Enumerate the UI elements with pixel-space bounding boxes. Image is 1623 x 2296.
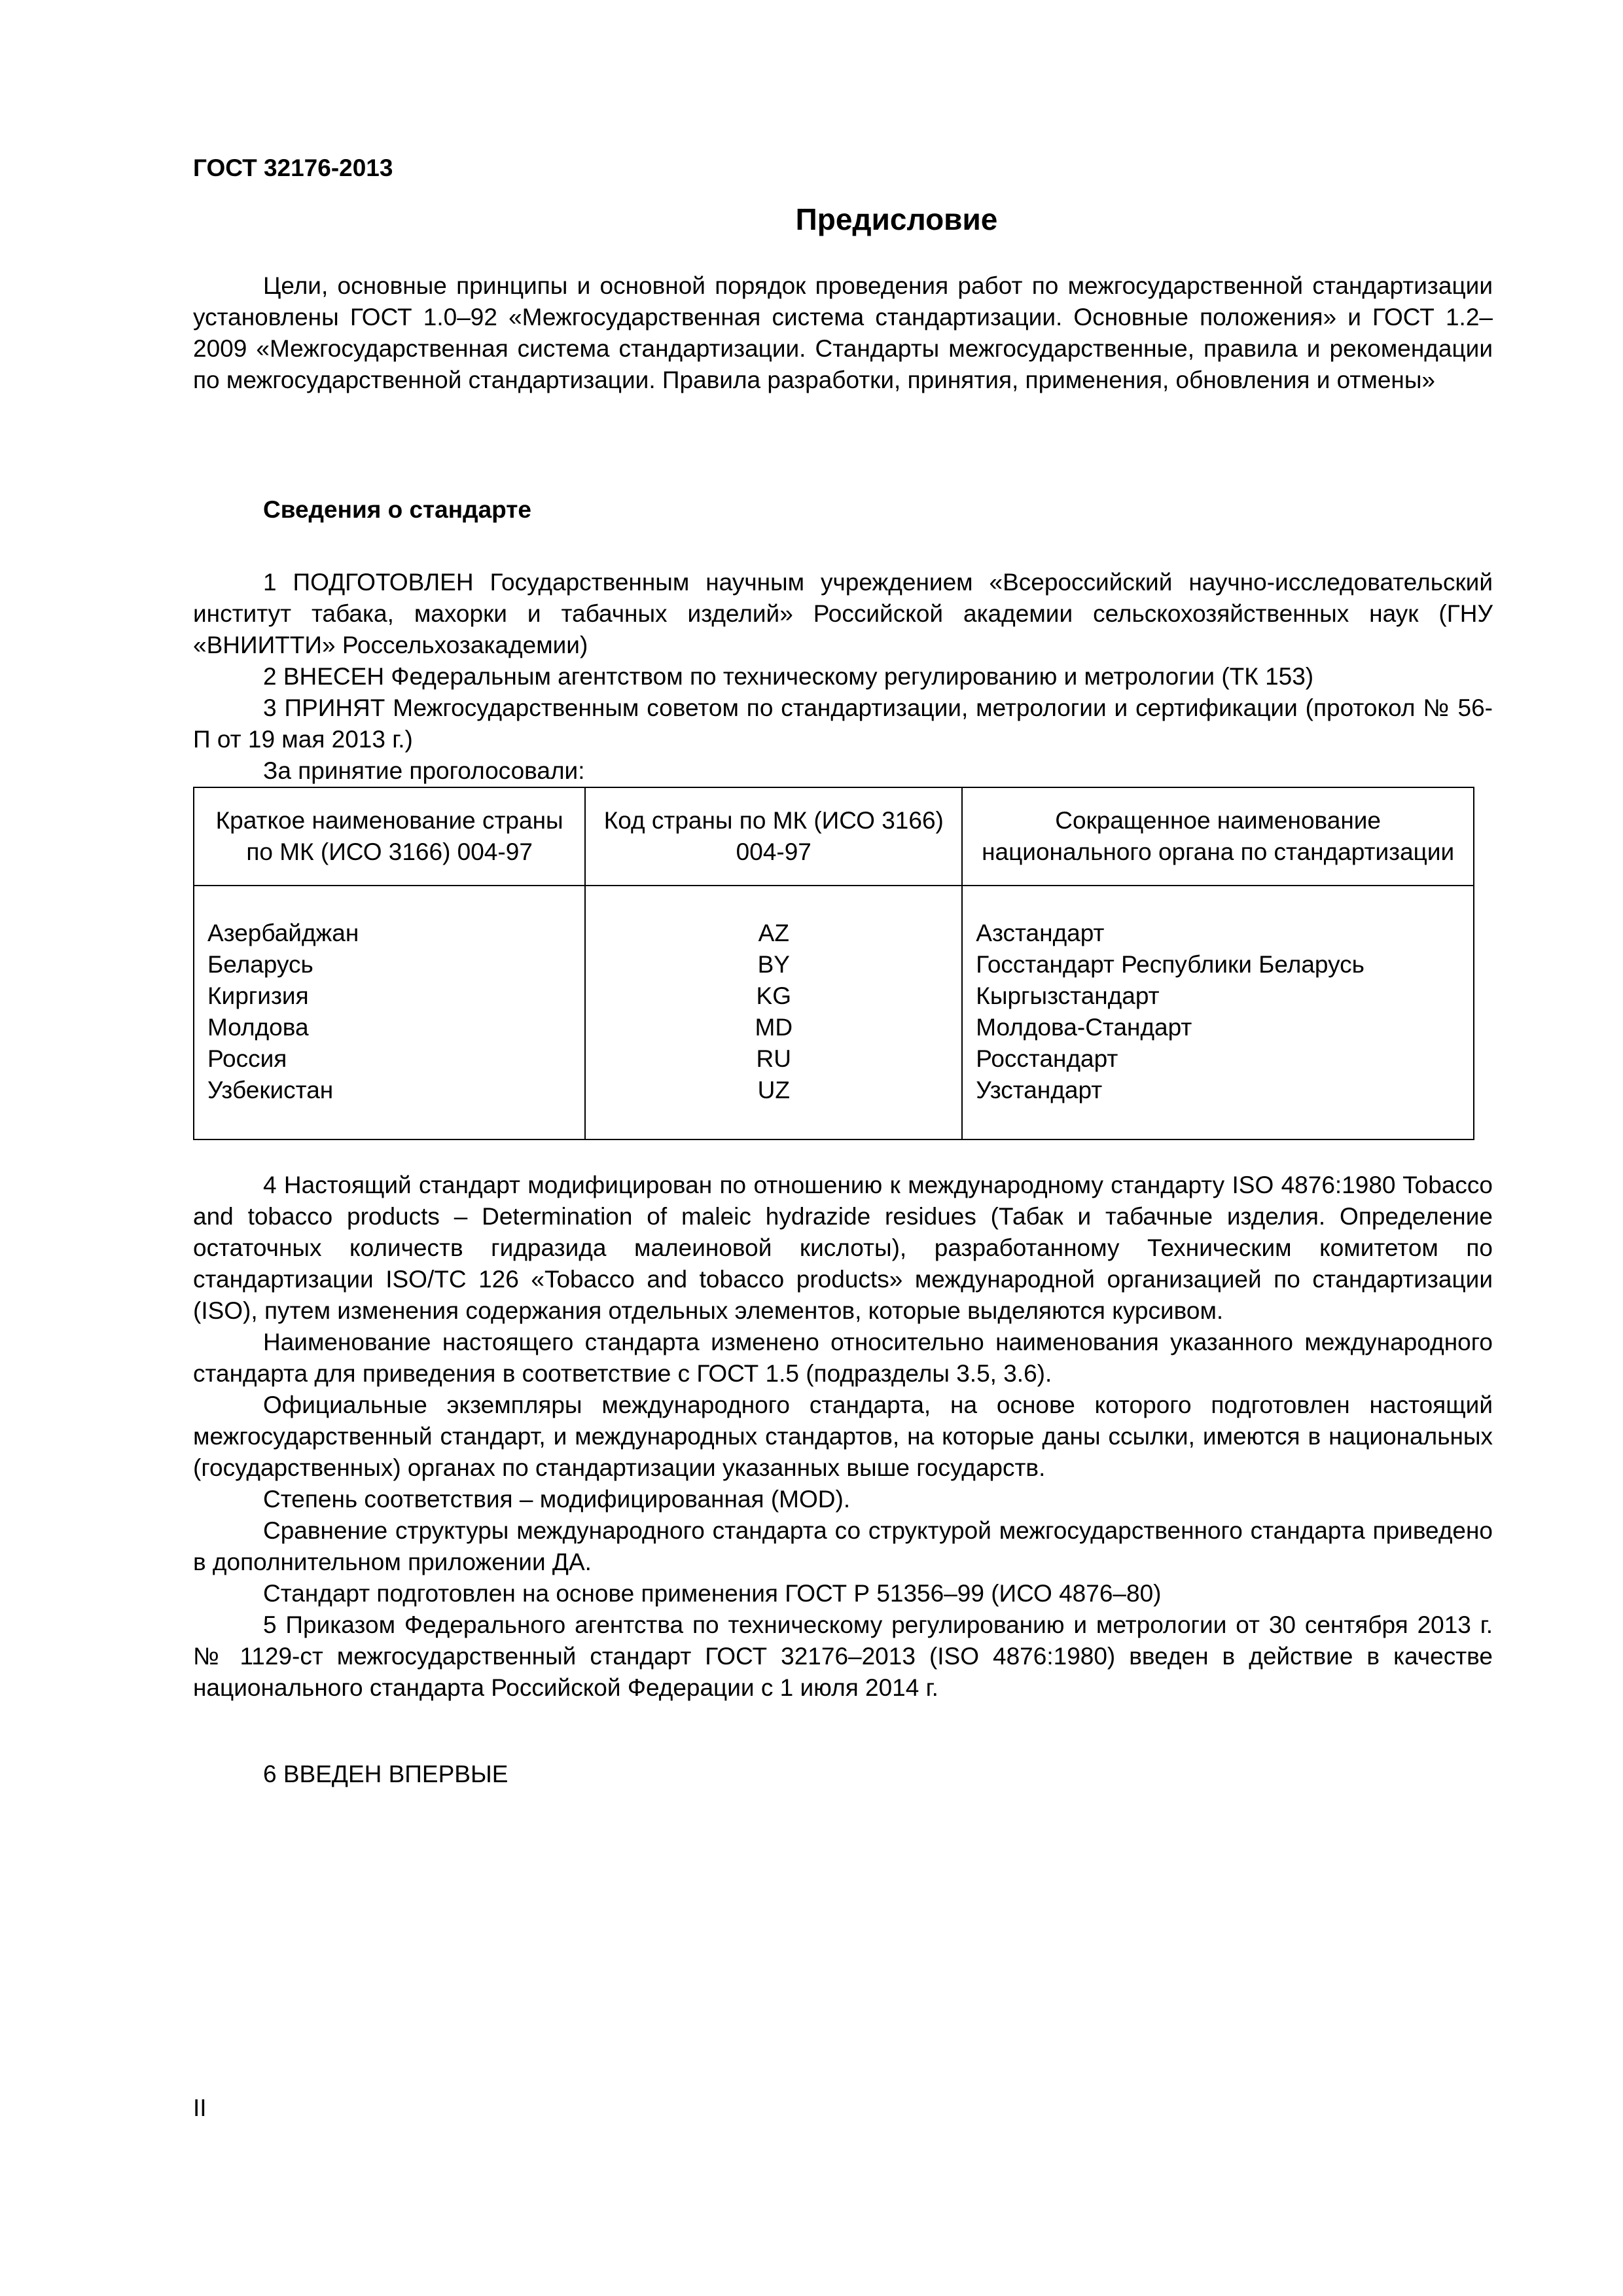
intro-section	[193, 270, 1493, 396]
table-header-body: Сокращенное наименование национального органа по стандартизации	[962, 787, 1474, 886]
degree-paragraph: Степень соответствия – модифицированная (MOD).	[263, 1486, 851, 1513]
item-3-paragraph: 3 ПРИНЯТ Межгосударственным советом по стандартизации, метрологии и сертификации (протокол № 56-П от 19 мая 2013 г.)	[193, 694, 1493, 753]
info-section	[193, 567, 1493, 787]
item-1-paragraph: 1 ПОДГОТОВЛЕН Государственным научным учреждением «Всероссийский научно-исследовательский институт табака, махорки и табачных изделий» Российской академии сельскохозяйственных наук (ГНУ «ВНИИТТИ» Россельхозакадемии)	[193, 569, 1493, 658]
country-cell: Беларусь	[207, 951, 313, 978]
code-cell: KG	[756, 982, 792, 1009]
body-cell: Госстандарт Республики Беларусь	[976, 951, 1364, 978]
first-intro-section	[193, 1759, 1493, 1790]
item-2-paragraph: 2 ВНЕСЕН Федеральным агентством по техническому регулированию и метрологии (ТК 153)	[263, 663, 1314, 690]
code-cell: AZ	[758, 920, 789, 946]
page-title: Предисловие	[795, 202, 998, 236]
item-6-paragraph: 6 ВВЕДЕН ВПЕРВЫЕ	[263, 1761, 508, 1787]
copies-paragraph: Официальные экземпляры международного стандарта, на основе которого подготовлен настоящий межгосударственный стандарт, и международных стандартов, на которые даны ссылки, имеются в национальных (государственных) органах по стандартизации указанных выше государств.	[193, 1391, 1493, 1481]
body-cell: Росстандарт	[976, 1045, 1118, 1072]
country-column	[194, 886, 585, 1139]
table-header-code: Код страны по МК (ИСО 3166) 004-97	[585, 787, 962, 886]
name-change-paragraph: Наименование настоящего стандарта изменено относительно наименования указанного международного стандарта для приведения в соответствие с ГОСТ 1.5 (подразделы 3.5, 3.6).	[193, 1329, 1493, 1387]
code-cell: UZ	[757, 1077, 790, 1103]
country-cell: Азербайджан	[207, 920, 359, 946]
page-number: II	[193, 2094, 207, 2121]
code-cell: MD	[755, 1014, 793, 1041]
country-cell: Узбекистан	[207, 1077, 334, 1103]
country-cell: Киргизия	[207, 982, 309, 1009]
member-states-table	[193, 787, 1474, 1140]
table-header-country: Краткое наименование страны по МК (ИСО 3166) 004-97	[194, 787, 585, 886]
table-header-row	[194, 787, 1474, 886]
document-id: ГОСТ 32176-2013	[193, 154, 393, 181]
body-cell: Кыргызстандарт	[976, 982, 1160, 1009]
item-5-paragraph: 5 Приказом Федерального агентства по техническому регулированию и метрологии от 30 сентября 2013 г. № 1129-ст межгосударственный стандарт ГОСТ 32176–2013 (ISO 4876:1980) введен в действие в качестве национального стандарта Российской Федерации с 1 июля 2014 г.	[193, 1611, 1493, 1701]
code-cell: RU	[756, 1045, 791, 1072]
vote-line: За принятие проголосовали:	[263, 757, 585, 784]
info-heading: Сведения о стандарте	[263, 496, 531, 523]
details-section	[193, 1170, 1493, 1704]
body-column	[962, 886, 1474, 1139]
body-cell: Узстандарт	[976, 1077, 1103, 1103]
item-4-paragraph: 4 Настоящий стандарт модифицирован по отношению к международному стандарту ISO 4876:1980 Tobacco and tobacco products – Determination of maleic hydrazide residues (Табак и табачные изделия. Определение остаточных количеств гидразида малеиновой кислоты), разработанному Техническим комитетом по стандартизации ISO/TC 126 «Tobacco and tobacco products» международной организацией по стандартизации (ISO), путем изменения содержания отдельных элементов, которые выделяются курсивом.	[193, 1172, 1493, 1324]
body-cell: Молдова-Стандарт	[976, 1014, 1192, 1041]
table-row	[194, 886, 1474, 1139]
basis-paragraph: Стандарт подготовлен на основе применения ГОСТ Р 51356–99 (ИСО 4876–80)	[263, 1580, 1162, 1607]
code-column	[585, 886, 962, 1139]
body-cell: Азстандарт	[976, 920, 1105, 946]
country-cell: Молдова	[207, 1014, 309, 1041]
comparison-paragraph: Сравнение структуры международного стандарта со структурой межгосударственного стандарта приведено в дополнительном приложении ДА.	[193, 1517, 1493, 1575]
code-cell: BY	[757, 951, 790, 978]
country-cell: Россия	[207, 1045, 287, 1072]
intro-paragraph: Цели, основные принципы и основной порядок проведения работ по межгосударственной стандартизации установлены ГОСТ 1.0–92 «Межгосударственная система стандартизации. Основные положения» и ГОСТ 1.2–2009 «Межгосударственная система стандартизации. Стандарты межгосударственные, правила и рекомендации по межгосударственной стандартизации. Правила разработки, принятия, применения, обновления и отмены»	[193, 272, 1493, 393]
